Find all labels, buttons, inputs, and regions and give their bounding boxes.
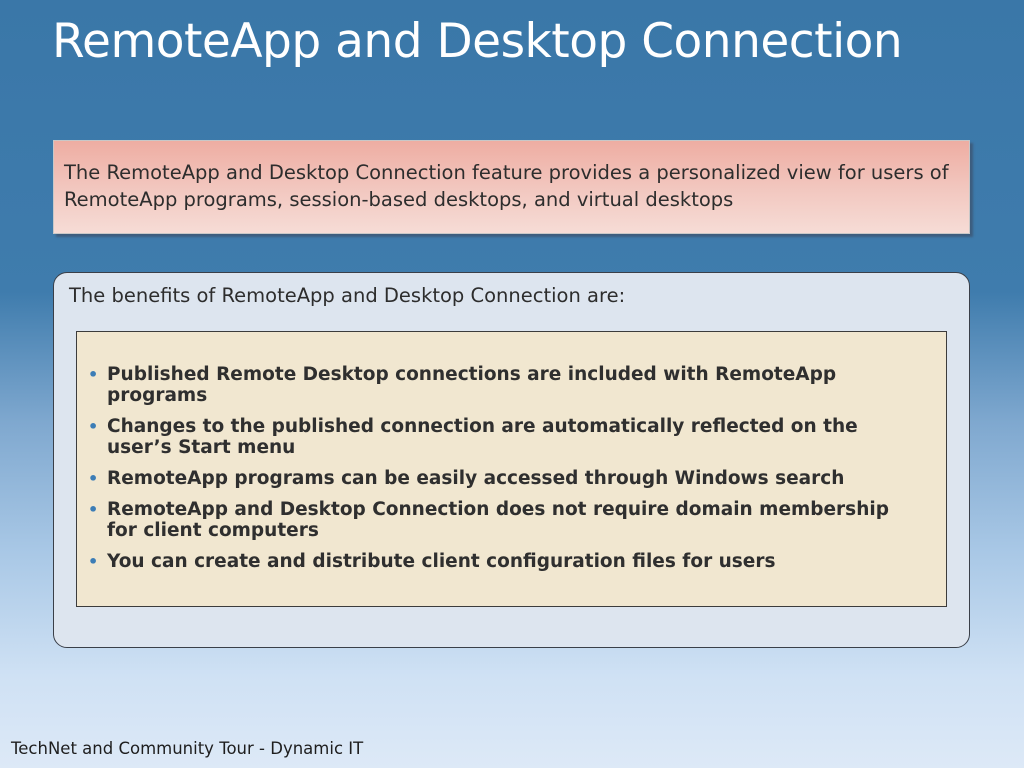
benefits-panel <box>53 272 970 648</box>
intro-text: The RemoteApp and Desktop Connection feature provides a personalized view for users of RemoteApp programs, session-based desktops, and virtual desktops <box>64 161 949 211</box>
intro-box <box>53 140 970 234</box>
benefit-text: Published Remote Desktop connections are included with RemoteApp programs <box>107 364 837 406</box>
footer-text: TechNet and Community Tour - Dynamic IT <box>11 739 364 758</box>
bullet-icon: • <box>88 417 99 436</box>
benefits-heading: The benefits of RemoteApp and Desktop Connection are: <box>69 284 626 307</box>
benefit-item <box>88 551 922 572</box>
bullet-icon: • <box>88 552 99 571</box>
benefit-text: Changes to the published connection are automatically reflected on the user’s Start menu <box>107 416 858 458</box>
benefit-text: RemoteApp and Desktop Connection does not require domain membership for client computers <box>107 499 889 541</box>
benefits-box <box>76 331 947 607</box>
bullet-icon: • <box>88 365 99 384</box>
benefit-item <box>88 468 922 489</box>
benefits-list <box>77 332 946 572</box>
slide-title: RemoteApp and Desktop Connection <box>52 14 903 69</box>
bullet-icon: • <box>88 500 99 519</box>
benefit-text: RemoteApp programs can be easily accessed through Windows search <box>107 468 845 489</box>
bullet-icon: • <box>88 469 99 488</box>
benefit-item <box>88 416 922 458</box>
benefit-item <box>88 364 922 406</box>
benefit-item <box>88 499 922 541</box>
benefit-text: You can create and distribute client configuration files for users <box>107 551 776 572</box>
